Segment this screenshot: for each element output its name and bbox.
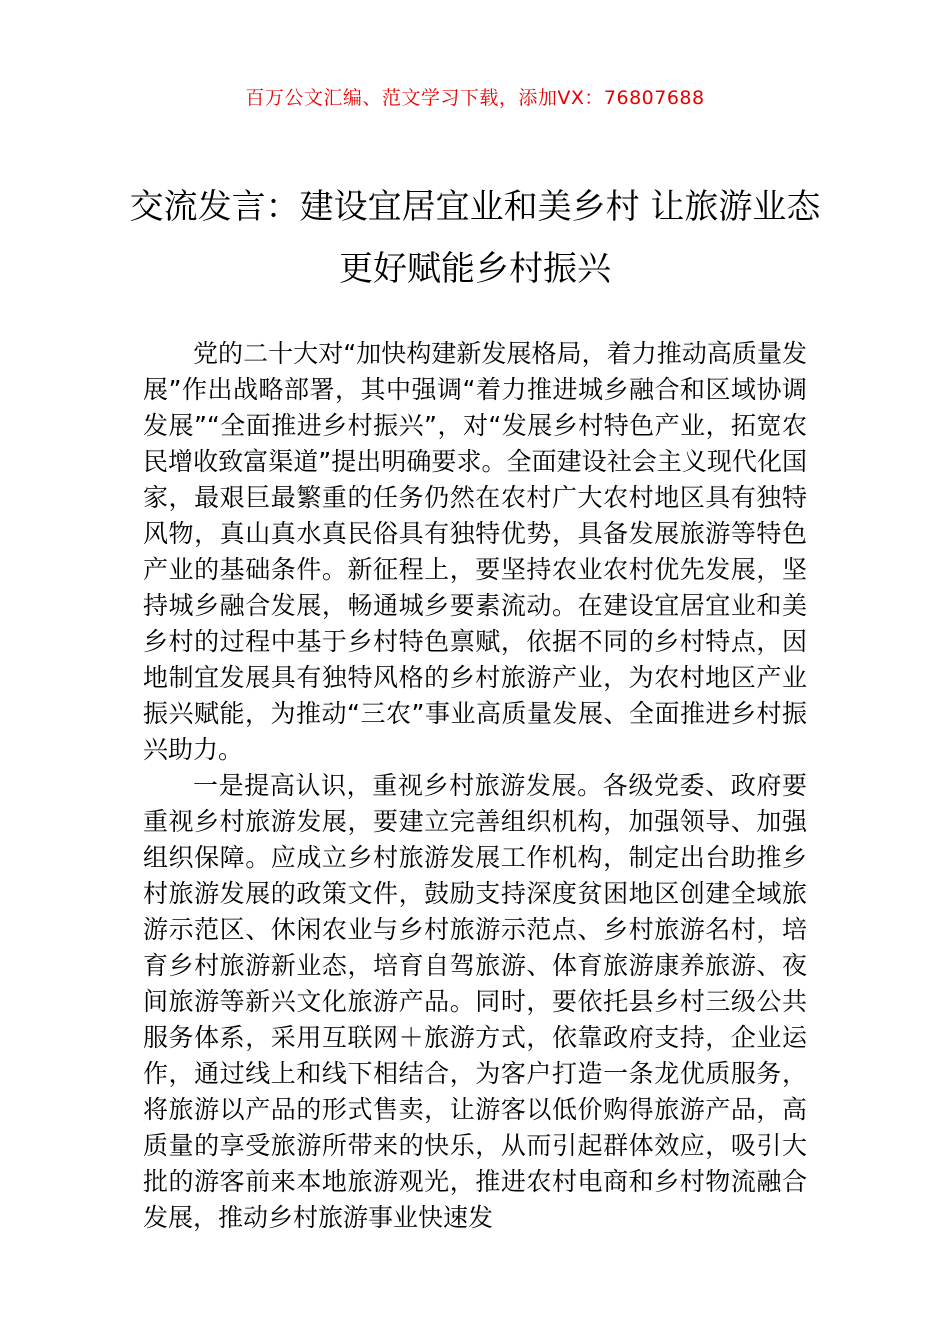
body-paragraph: 党的二十大对“加快构建新发展格局，着力推动高质量发展”作出战略部署，其中强调“着力推进城乡融合和区域协调发展”“全面推进乡村振兴”，对“发展乡村特色产业，拓宽农民增收致富渠道”提出明确要求。全面建设社会主义现代化国家，最艰巨最繁重的任务仍然在农村广大农村地区具有独特风物，真山真水真民俗具有独特优势，具备发展旅游等特色产业的基础条件。新征程上，要坚持农业农村优先发展，坚持城乡融合发展，畅通城乡要素流动。在建设宜居宜业和美乡村的过程中基于乡村特色禀赋，依据不同的乡村特点，因地制宜发展具有独特风格的乡村旅游产业，为农村地区产业振兴赋能，为推动“三农”事业高质量发展、全面推进乡村振兴助力。 bbox=[143, 339, 807, 764]
document-body bbox=[143, 336, 807, 1236]
header-watermark-note: 百万公文汇编、范文学习下载，添加VX：76807688 bbox=[245, 87, 705, 109]
body-paragraph: 一是提高认识，重视乡村旅游发展。各级党委、政府要重视乡村旅游发展，要建立完善组织机构，加强领导、加强组织保障。应成立乡村旅游发展工作机构，制定出台助推乡村旅游发展的政策文件，鼓励支持深度贫困地区创建全域旅游示范区、休闲农业与乡村旅游示范点、乡村旅游名村，培育乡村旅游新业态，培育自驾旅游、体育旅游康养旅游、夜间旅游等新兴文化旅游产品。同时，要依托县乡村三级公共服务体系，采用互联网＋旅游方式，依靠政府支持，企业运作，通过线上和线下相结合，为客户打造一条龙优质服务，将旅游以产品的形式售卖，让游客以低价购得旅游产品，高质量的享受旅游所带来的快乐，从而引起群体效应，吸引大批的游客前来本地旅游观光，推进农村电商和乡村物流融合发展，推动乡村旅游事业快速发 bbox=[143, 771, 807, 1232]
document-title: 交流发言：建设宜居宜业和美乡村 让旅游业态更好赋能乡村振兴 bbox=[129, 187, 821, 289]
